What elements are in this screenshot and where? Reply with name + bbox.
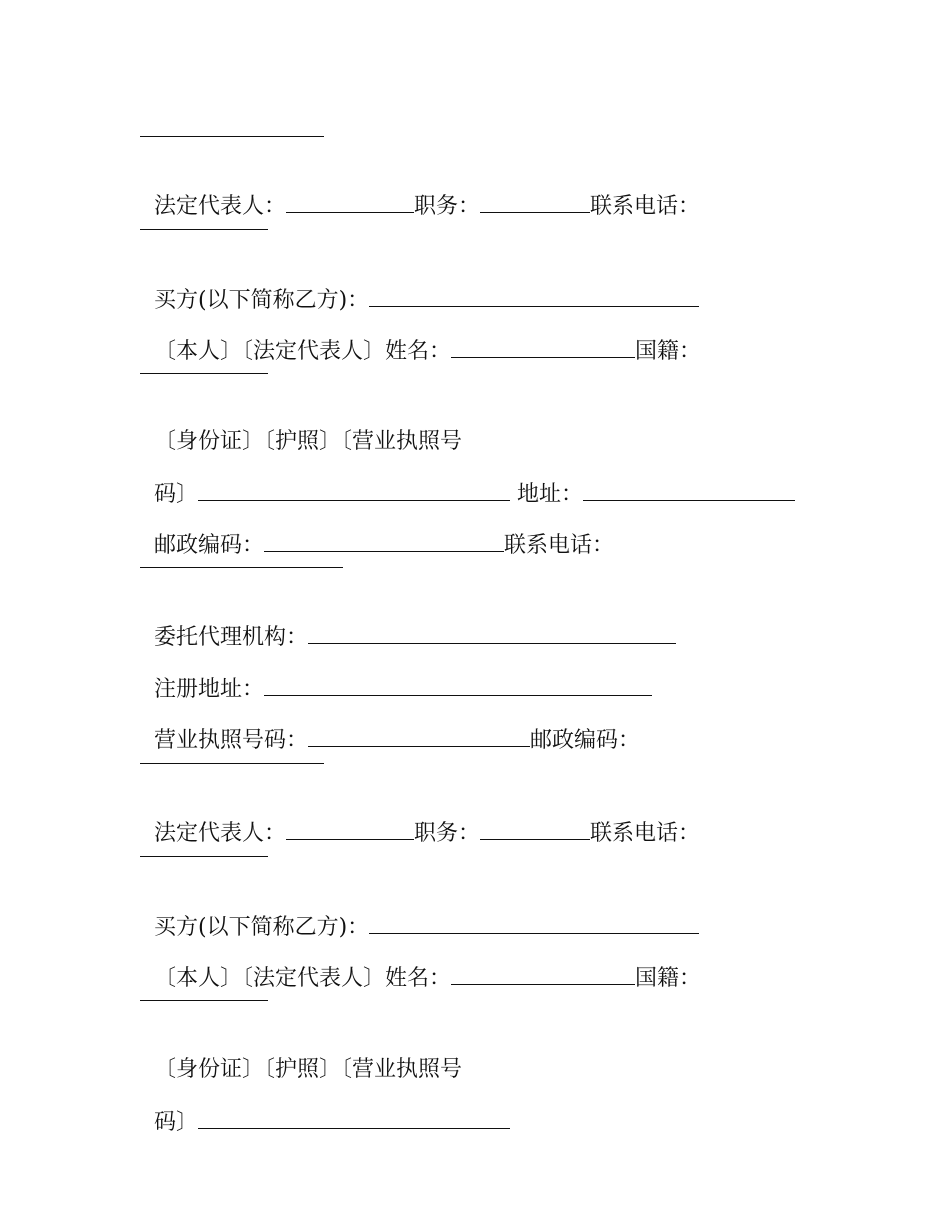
- position-label-2: 职务：: [414, 821, 481, 846]
- registered-address-label: 注册地址：: [154, 677, 265, 702]
- license-number-label: 营业执照号码：: [154, 728, 309, 753]
- buyer-field[interactable]: [369, 284, 699, 307]
- position-label: 职务：: [414, 194, 481, 219]
- position-field[interactable]: [480, 190, 590, 213]
- legal-rep-label-2: 法定代表人：: [154, 821, 287, 846]
- agency-field[interactable]: [308, 621, 676, 644]
- postal-code-field[interactable]: [264, 529, 504, 552]
- buyer-label-2: 买方(以下简称乙方)：: [154, 915, 370, 940]
- buyer-field-2[interactable]: [369, 911, 699, 934]
- name-field[interactable]: [451, 335, 635, 358]
- nationality-label-2: 国籍：: [635, 966, 702, 991]
- person-type-label: 〔本人〕〔法定代表人〕姓名：: [154, 339, 452, 364]
- id-types-label-2: 〔身份证〕〔护照〕〔营业执照号: [154, 1057, 463, 1082]
- agency-label: 委托代理机构：: [154, 625, 309, 650]
- phone-field-2[interactable]: [140, 567, 343, 568]
- id-code-field[interactable]: [198, 478, 510, 501]
- code-label-2: 码〕: [154, 1110, 199, 1135]
- nationality-field-2[interactable]: [140, 1000, 268, 1001]
- name-line: [140, 305, 701, 367]
- address-field[interactable]: [583, 478, 795, 501]
- nationality-field[interactable]: [140, 373, 268, 374]
- legal-rep-field[interactable]: [286, 190, 414, 213]
- legal-rep-field-2[interactable]: [286, 817, 414, 840]
- postal-code-field-2[interactable]: [140, 763, 324, 764]
- postal-code-label-2: 邮政编码：: [530, 728, 641, 753]
- person-type-label-2: 〔本人〕〔法定代表人〕姓名：: [154, 966, 452, 991]
- nationality-label: 国籍：: [635, 339, 702, 364]
- buyer-label: 买方(以下简称乙方)：: [154, 288, 370, 313]
- position-field-2[interactable]: [480, 817, 590, 840]
- id-types-label: 〔身份证〕〔护照〕〔营业执照号: [154, 429, 463, 454]
- phone-field[interactable]: [140, 229, 268, 230]
- registered-address-field[interactable]: [264, 673, 652, 696]
- code-label: 码〕: [154, 482, 199, 507]
- blank-field[interactable]: [140, 136, 324, 137]
- postal-line: [140, 499, 614, 561]
- legal-rep-label: 法定代表人：: [154, 194, 287, 219]
- phone-label-3: 联系电话：: [590, 821, 701, 846]
- license-line: [140, 694, 640, 756]
- license-number-field[interactable]: [308, 724, 530, 747]
- legal-rep-line-2: [140, 787, 700, 849]
- phone-label: 联系电话：: [590, 194, 701, 219]
- id-code-line-2: [140, 1076, 510, 1138]
- phone-label-2: 联系电话：: [504, 533, 615, 558]
- postal-code-label: 邮政编码：: [154, 533, 265, 558]
- name-line-2: [140, 932, 701, 994]
- address-label: 地址：: [517, 482, 584, 507]
- legal-rep-line: [140, 160, 700, 222]
- name-field-2[interactable]: [451, 962, 635, 985]
- id-code-field-2[interactable]: [198, 1106, 510, 1129]
- phone-field-3[interactable]: [140, 856, 268, 857]
